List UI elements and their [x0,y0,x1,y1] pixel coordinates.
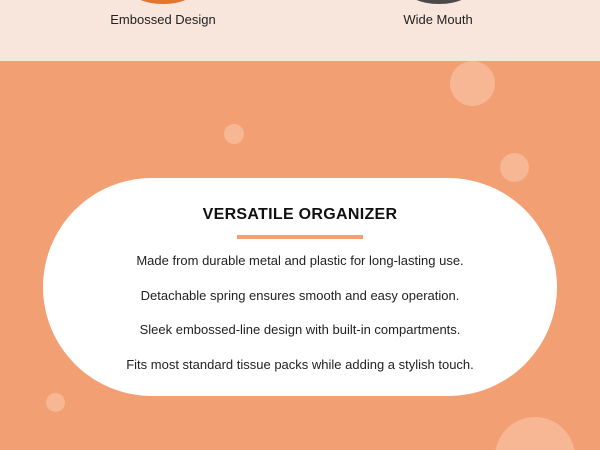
decor-bubble [495,417,575,450]
feature-line: Detachable spring ensures smooth and easy operation. [140,288,460,303]
decor-bubble [46,393,65,412]
title-divider [237,235,363,239]
card-title: VERSATILE ORGANIZER [202,206,398,223]
feature-line: Fits most standard tissue packs while adding a stylish touch. [126,357,474,372]
decor-bubble [500,153,529,182]
decor-bubble [450,61,495,106]
feature-card [43,178,557,396]
embossed-design-image [128,0,198,4]
feature-line: Sleek embossed-line design with built-in compartments. [139,322,461,337]
feature-caption-embossed: Embossed Design [110,12,216,27]
wide-mouth-image [404,0,474,4]
feature-caption-wide-mouth: Wide Mouth [403,12,473,27]
feature-strip [0,0,600,61]
feature-line: Made from durable metal and plastic for long-lasting use. [136,253,464,268]
organizer-section [0,61,600,450]
decor-bubble [224,124,244,144]
